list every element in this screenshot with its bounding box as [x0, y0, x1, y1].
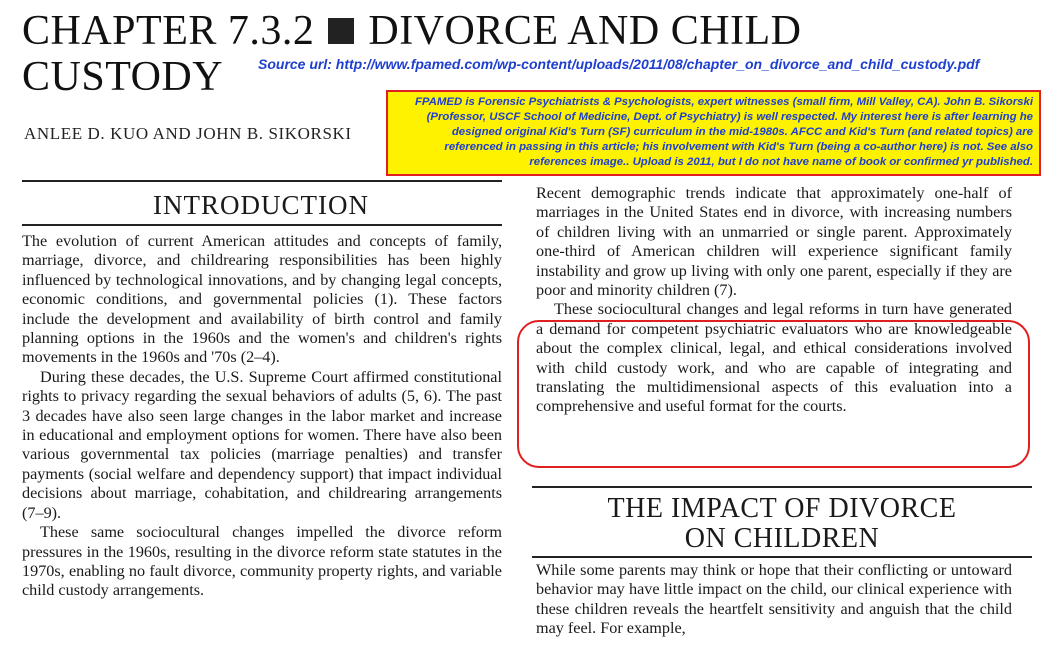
- impact-heading-line2: ON CHILDREN: [684, 523, 880, 554]
- section-heading-impact: [532, 494, 1032, 554]
- paragraph: Recent demographic trends indicate that approximately one-half of marriages in the United States end in divorce, with increasing numbers of children living with an unmarried or single parent. Approximately one-third of American children will experience significant family instability and grow up living with only one parent, especially if they are poor and minority children (7).: [536, 184, 1012, 300]
- paragraph: These same sociocultural changes impelled the divorce reform pressures in the 1960s, resulting in the divorce reform state statutes in the 1970s, enabling no fault divorce, community property rights, and variable child custody arrangements.: [22, 523, 502, 600]
- divider-line: [532, 556, 1032, 558]
- chapter-title: [22, 8, 902, 100]
- impact-column: [536, 561, 1012, 639]
- paragraph: While some parents may think or hope that their conflicting or untoward behavior may have little impact on the child, our clinical experience with these children reveals the heartfelt sensitivity and anguish that the child may feel. For example,: [536, 561, 1012, 638]
- annotation-note: FPAMED is Forensic Psychiatrists & Psychologists, expert witnesses (small firm, Mill Valley, CA). John B. Sikorski (Professor, USCF School of Medicine, Dept. of Psychiatry) is well respected. My interest here is after learning he designed original Kid's Turn (SF) curriculum in the mid-1980s. AFCC and Kid's Turn (and related topics) are referenced in passing in this article; his involvement with Kid's Turn (being a co-author here) is not. See also references image.. Upload is 2011, but I do not have name of book or confirmed yr published.: [386, 90, 1041, 176]
- chapter-number: CHAPTER 7.3.2: [22, 8, 315, 54]
- paragraph: The evolution of current American attitudes and concepts of family, marriage, divorce, and childrearing responsibilities has been highly influenced by technological innovations, and by changing legal concepts, economic conditions, and governmental policies (1). These factors include the development and availability of birth control and family planning options in the 1960s and the women's and children's rights movements in the 1960s and '70s (2–4).: [22, 232, 502, 367]
- impact-heading-line1: THE IMPACT OF DIVORCE: [607, 493, 957, 524]
- highlighted-paragraph: These sociocultural changes and legal reforms in turn have generated a demand for competent psychiatric evaluators who are knowledgeable about the complex clinical, legal, and ethical considerations involved with child custody work, and who are capable of integrating and translating the multidimensional aspects of this evaluation into a comprehensive and useful format for the courts.: [536, 300, 1012, 416]
- divider-line: [532, 486, 1032, 488]
- authors: ANLEE D. KUO AND JOHN B. SIKORSKI: [24, 124, 352, 143]
- chapter-title-text: DIVORCE AND CHILD: [368, 8, 802, 54]
- divider-line: [22, 224, 502, 226]
- left-column: [22, 232, 502, 601]
- source-url[interactable]: Source url: http://www.fpamed.com/wp-content/uploads/2011/08/chapter_on_divorce_and_child_custody.pdf: [258, 56, 980, 72]
- divider-line: [22, 180, 502, 182]
- section-heading-introduction: INTRODUCTION: [153, 190, 369, 220]
- chapter-title-line2: CUSTODY: [22, 54, 224, 100]
- paragraph: During these decades, the U.S. Supreme Court affirmed constitutional rights to privacy regarding the sexual behaviors of adults (5, 6). The past 3 decades have also seen large changes in the labor market and increase in educational and employment options for women. There have also been various governmental tax policies (marriage penalties) and transfer payments (social welfare and dependency support) that impact individual decisions about marriage, cohabitation, and childrearing arrangements (7–9).: [22, 367, 502, 522]
- highlight-oval: [517, 320, 1030, 468]
- square-bullet-icon: [328, 18, 354, 44]
